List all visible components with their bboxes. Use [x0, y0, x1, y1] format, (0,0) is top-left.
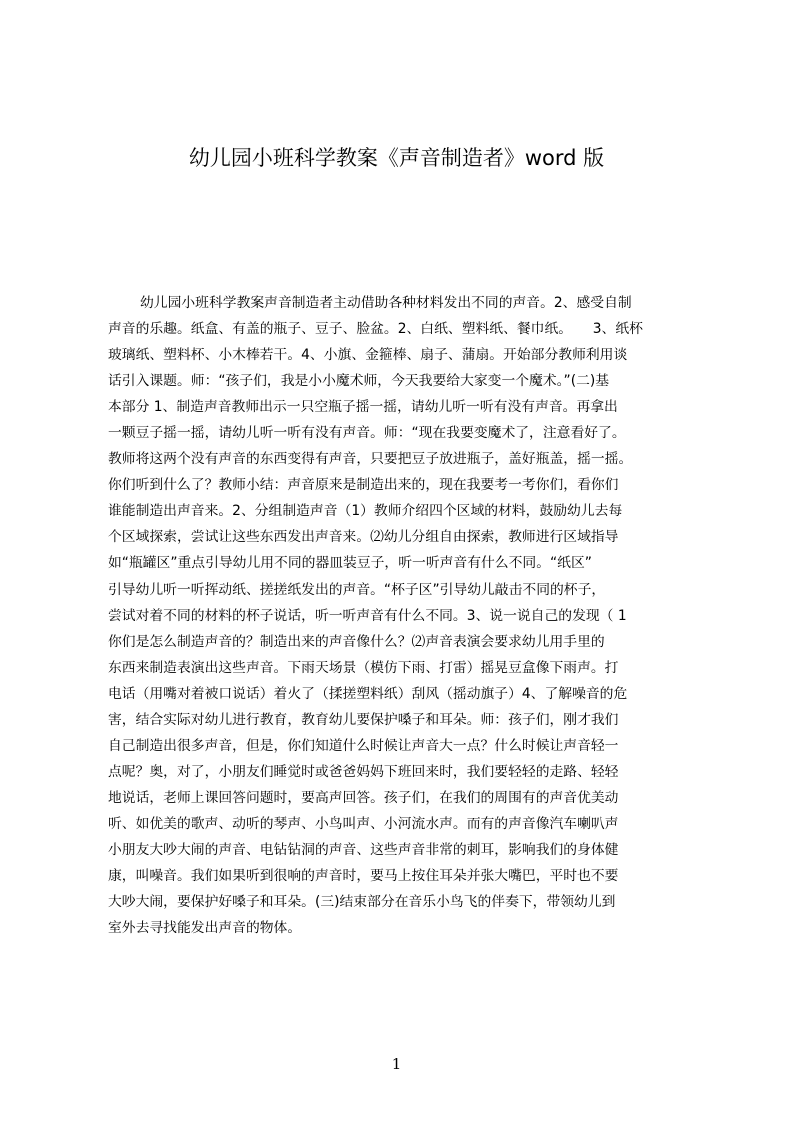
- document-body: [108, 290, 698, 962]
- body-line: 室外去寻找能发出声音的物体。: [108, 920, 302, 937]
- body-line: 小朋友大吵大闹的声音、电钻钻洞的声音、这些声音非常的刺耳，影响我们的身体健: [108, 841, 619, 858]
- body-line: 引导幼儿听一听挥动纸、搓搓纸发出的声音。“杯子区”引导幼儿敲击不同的杯子，: [108, 581, 606, 598]
- body-line: 地说话，老师上课回答问题时，要高声回答。孩子们，在我们的周围有的声音优美动: [108, 789, 619, 806]
- body-line: 本部分 1、制造声音教师出示一只空瓶子摇一摇，请幼儿听一听有没有声音。再拿出: [108, 399, 618, 416]
- body-line: 听、如优美的歌声、动听的琴声、小鸟叫声、小河流水声。而有的声音像汽车喇叭声: [108, 815, 619, 832]
- body-line: 个区域探索，尝试让这些东西发出声音来。⑵幼儿分组自由探索，教师进行区域指导: [108, 529, 619, 546]
- body-line: 康，叫噪音。我们如果听到很响的声音时，要马上按住耳朵并张大嘴巴，平时也不要: [108, 868, 619, 885]
- body-line: 自己制造出很多声音，但是，你们知道什么时候让声音大一点？什么时候让声音轻一: [108, 737, 619, 754]
- body-line: 你们听到什么了？教师小结：声音原来是制造出来的，现在我要考一考你们，看你们: [108, 477, 619, 494]
- page-number: 1: [391, 1055, 402, 1073]
- body-line: 大吵大闹，要保护好嗓子和耳朵。(三)结束部分在音乐小鸟飞的伴奏下，带领幼儿到: [108, 894, 616, 911]
- body-line: 电话（用嘴对着被口说话）着火了（揉搓塑料纸）刮风（摇动旗子）4、了解噪音的危: [108, 685, 628, 702]
- body-line: 话引入课题。师：“孩子们，我是小小魔术师，今天我要给大家变一个魔术。”(二)基: [108, 373, 610, 390]
- body-line: 一颗豆子摇一摇，请幼儿听一听有没有声音。师：“现在我要变魔术了，注意看好了。: [108, 425, 626, 442]
- body-line: 东西来制造表演出这些声音。下雨天场景（模仿下雨、打雷）摇晃豆盒像下雨声。打: [108, 659, 619, 676]
- body-line: 害，结合实际对幼儿进行教育，教育幼儿要保护嗓子和耳朵。师：孩子们，刚才我们: [108, 711, 619, 728]
- document-title: 幼儿园小班科学教案《声音制造者》word 版: [188, 146, 605, 170]
- body-line: 幼儿园小班科学教案声音制造者主动借助各种材料发出不同的声音。2、感受自制: [140, 295, 632, 311]
- body-line: 你们是怎么制造声音的？制造出来的声音像什么？⑵声音表演会要求幼儿用手里的: [108, 633, 605, 650]
- body-line: 点呢？奥，对了，小朋友们睡觉时或爸爸妈妈下班回来时，我们要轻轻的走路、轻轻: [108, 763, 619, 780]
- body-line: 教师将这两个没有声音的东西变得有声音，只要把豆子放进瓶子，盖好瓶盖，摇一摇。: [108, 451, 633, 468]
- body-line: 如“瓶罐区”重点引导幼儿用不同的器皿装豆子，听一听声音有什么不同。“纸区”: [108, 555, 592, 572]
- body-line: 声音的乐趣。纸盒、有盖的瓶子、豆子、脸盆。2、白纸、塑料纸、餐巾纸。 3、纸杯: [108, 321, 643, 338]
- body-line: 玻璃纸、塑料杯、小木棒若干。4、小旗、金箍棒、扇子、蒲扇。开始部分教师利用谈: [108, 347, 628, 364]
- body-line: 尝试对着不同的材料的杯子说话，听一听声音有什么不同。3、说一说自己的发现（ 1: [108, 607, 627, 624]
- body-line: 谁能制造出声音来。2、分组制造声音（1）教师介绍四个区域的材料，鼓励幼儿去每: [108, 503, 623, 520]
